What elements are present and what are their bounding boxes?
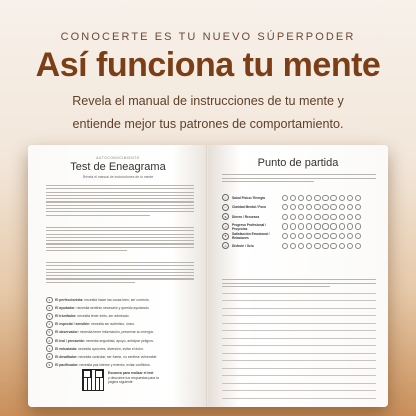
rating-dot [306, 223, 312, 229]
scan-line-1: Escanea para realizar el test [108, 371, 154, 375]
rating-dot [339, 223, 345, 229]
left-page-title: Test de Eneagrama [70, 161, 166, 173]
rating-dot [314, 204, 320, 210]
rating-dot [298, 223, 304, 229]
rating-dot [355, 223, 361, 229]
life-area-row [222, 203, 378, 213]
rating-dot [339, 195, 345, 201]
type-description: necesita tener éxito, ser admirado. [77, 314, 130, 319]
life-area-label: Satisfacción Emocional / Relaciones [232, 232, 270, 241]
rating-scale [282, 233, 361, 239]
enneagram-type-item [46, 328, 196, 336]
paragraph-1 [46, 185, 194, 218]
rating-dot [282, 214, 288, 220]
enneagram-type-item [46, 345, 196, 353]
enneagram-type-item [46, 312, 196, 320]
type-number-badge: 4 [46, 321, 53, 328]
type-description: necesita tener información, preservar su energía. [79, 330, 154, 335]
life-area-icon: ♡ [222, 194, 229, 201]
rating-dot [347, 233, 353, 239]
life-area-icon: $ [222, 213, 229, 220]
paragraph-3 [46, 262, 194, 285]
type-name: El pacificador: [55, 362, 79, 367]
rating-dot [314, 223, 320, 229]
scan-line-2: y descubre tus respuestas para la [108, 375, 159, 380]
life-area-icon: ☼ [222, 204, 229, 211]
life-area-icon: ♥ [222, 233, 229, 240]
type-name: El perfeccionista: [55, 298, 84, 303]
rating-dot [290, 233, 296, 239]
rating-dot [306, 195, 312, 201]
enneagram-types-list [46, 296, 196, 369]
type-name: El desafiador: [55, 354, 78, 359]
rating-dot [347, 243, 353, 249]
rating-dot [306, 233, 312, 239]
enneagram-type-item [46, 361, 196, 369]
type-name: El observador: [55, 330, 79, 335]
rating-dot [347, 223, 353, 229]
type-name: El triunfador: [55, 314, 77, 319]
life-area-row [222, 193, 378, 203]
rating-dot [298, 195, 304, 201]
subheadline [0, 90, 416, 136]
type-description: necesita opciones, diversión, evitar el dolor. [78, 346, 144, 351]
type-name: El leal / precavido: [55, 338, 85, 343]
rating-scale [282, 214, 361, 220]
type-description: necesita ser auténtico, único. [91, 322, 136, 327]
life-area-label: Dinero / Recursos [232, 214, 260, 219]
rating-dot [355, 195, 361, 201]
type-number-badge: 3 [46, 313, 53, 320]
life-area-row [222, 222, 378, 232]
rating-scale [282, 223, 361, 229]
life-areas-list [222, 193, 378, 251]
type-description: necesita paz interior y exterior, evitar conflictos. [79, 362, 151, 367]
rating-dot [306, 243, 312, 249]
rating-dot [282, 243, 288, 249]
rating-dot [322, 243, 328, 249]
type-number-badge: 2 [46, 305, 53, 312]
rating-dot [330, 243, 336, 249]
type-number-badge: 1 [46, 297, 53, 304]
writing-lines [222, 293, 376, 405]
rating-dot [306, 214, 312, 220]
life-area-label: Progreso Profesional / Proyectos [232, 222, 267, 231]
life-area-icon: ☺ [223, 243, 228, 248]
type-name: El ayudador: [55, 306, 76, 311]
qr-code [82, 369, 104, 391]
rating-dot [306, 204, 312, 210]
rating-dot [282, 223, 288, 229]
type-description: necesita sentirse necesario y querido ayudando. [76, 306, 150, 311]
rating-dot [290, 243, 296, 249]
right-page-title: Punto de partida [257, 157, 339, 169]
life-area-label: Salud Física / Energía [232, 195, 265, 200]
rating-dot [298, 243, 304, 249]
subheadline-line-2: entiende mejor tus patrones de comportamiento. [72, 117, 344, 131]
type-description: necesita controlar, ser fuerte, no sentirse vulnerable. [78, 354, 158, 359]
rating-dot [282, 195, 288, 201]
enneagram-type-item [46, 353, 196, 361]
life-area-label: Claridad Mental / Foco [232, 205, 267, 210]
rating-dot [355, 214, 361, 220]
right-page-prompt [222, 279, 376, 287]
rating-dot [330, 204, 336, 210]
right-page [208, 145, 388, 407]
rating-dot [355, 204, 361, 210]
life-area-row [222, 212, 378, 222]
rating-dot [314, 214, 320, 220]
rating-dot [282, 233, 288, 239]
enneagram-type-item [46, 296, 196, 304]
rating-dot [322, 233, 328, 239]
paragraph-2 [46, 227, 194, 253]
rating-dot [314, 233, 320, 239]
left-page [28, 145, 208, 407]
type-number-badge: 9 [46, 362, 53, 369]
life-area-row [222, 231, 378, 241]
life-area-label: Disfrute / Ocio [232, 243, 254, 248]
type-number-badge: 8 [46, 353, 53, 360]
rating-dot [290, 195, 296, 201]
rating-dot [314, 243, 320, 249]
right-page-intro [222, 174, 376, 182]
rating-dot [330, 233, 336, 239]
rating-dot [298, 204, 304, 210]
subheadline-line-1: Revela el manual de instrucciones de tu mente y [72, 94, 344, 108]
scan-line-3: página siguiente [108, 380, 133, 385]
rating-dot [355, 233, 361, 239]
type-number-badge: 7 [46, 345, 53, 352]
rating-scale [282, 243, 361, 249]
rating-scale [282, 204, 361, 210]
rating-dot [290, 214, 296, 220]
life-area-icon: ↗ [222, 223, 229, 230]
rating-dot [290, 223, 296, 229]
enneagram-type-item [46, 304, 196, 312]
rating-dot [322, 195, 328, 201]
rating-dot [322, 204, 328, 210]
type-number-badge: 5 [46, 329, 53, 336]
life-area-row [222, 241, 378, 251]
rating-dot [322, 214, 328, 220]
rating-dot [298, 214, 304, 220]
rating-dot [330, 195, 336, 201]
rating-dot [355, 243, 361, 249]
rating-dot [347, 195, 353, 201]
type-name: El entusiasta: [55, 346, 78, 351]
type-description: necesita seguridad, apoyo, anticipar peligros. [85, 338, 154, 343]
rating-dot [330, 214, 336, 220]
rating-scale [282, 195, 361, 201]
rating-dot [339, 243, 345, 249]
headline: Así funciona tu mente [35, 46, 381, 84]
rating-dot [290, 204, 296, 210]
type-number-badge: 6 [46, 337, 53, 344]
enneagram-type-item [46, 336, 196, 344]
rating-dot [298, 233, 304, 239]
scan-caption [108, 371, 168, 385]
type-name: El especial / sensible: [55, 322, 91, 327]
open-workbook [28, 145, 388, 407]
rating-dot [347, 204, 353, 210]
rating-dot [314, 195, 320, 201]
type-description: necesita hacer las cosas bien, ser correcto. [84, 298, 150, 303]
rating-dot [282, 204, 288, 210]
rating-dot [347, 214, 353, 220]
enneagram-type-item [46, 320, 196, 328]
kicker-text: CONOCERTE ES TU NUEVO SÚPERPODER [60, 31, 356, 43]
left-page-subtitle: Revela el manual de instrucciones de tu mente [82, 175, 154, 179]
rating-dot [339, 233, 345, 239]
rating-dot [339, 204, 345, 210]
left-page-kicker: AUTOCONOCIMIENTO [96, 156, 140, 160]
rating-dot [339, 214, 345, 220]
rating-dot [330, 223, 336, 229]
rating-dot [322, 223, 328, 229]
